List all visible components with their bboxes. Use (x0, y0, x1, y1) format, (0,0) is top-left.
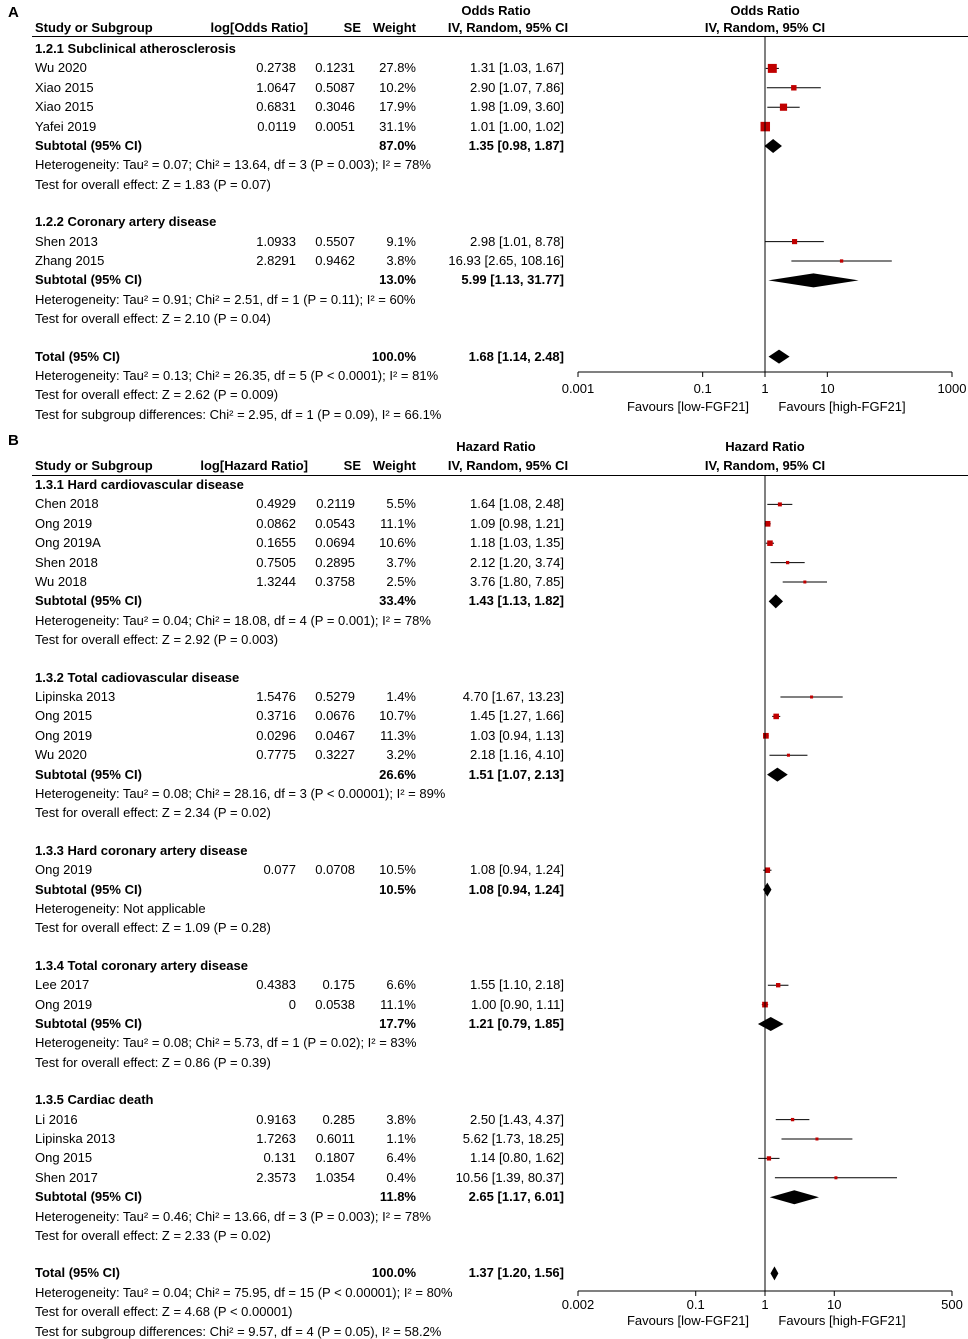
study-marker (815, 1138, 818, 1141)
study-marker (780, 104, 787, 111)
total-heterogeneity-text: Heterogeneity: Tau² = 0.04; Chi² = 75.95, df = 15 (P < 0.00001); I² = 80% (35, 1284, 453, 1300)
study-weight: 5.5% (386, 496, 416, 512)
study-se: 0.285 (322, 1111, 355, 1127)
study-ci: 1.00 [0.90, 1.11] (471, 996, 564, 1012)
study-se: 0.0538 (315, 996, 355, 1012)
study-log-effect: 0.9163 (256, 1111, 296, 1127)
subgroup-differences-text: Test for subgroup differences: Chi² = 2.95, df = 1 (P = 0.09), I² = 66.1% (35, 406, 442, 422)
study-log-effect: 0.131 (263, 1150, 296, 1166)
heterogeneity-text: Heterogeneity: Tau² = 0.07; Chi² = 13.64, df = 3 (P = 0.003); I² = 78% (35, 157, 431, 173)
total-ci: 1.37 [1.20, 1.56] (468, 1265, 564, 1281)
study-log-effect: 0 (288, 996, 296, 1012)
overall-effect-text: Test for overall effect: Z = 2.92 (P = 0.003) (35, 632, 279, 648)
column-header-effect: Odds Ratio (461, 3, 531, 18)
study-marker (773, 714, 779, 720)
heterogeneity-text: Heterogeneity: Tau² = 0.91; Chi² = 2.51, df = 1 (P = 0.11); I² = 60% (35, 291, 416, 307)
total-diamond (769, 350, 790, 364)
study-log-effect: 0.7505 (256, 554, 296, 570)
study-weight: 3.2% (386, 747, 416, 763)
study-name: Ong 2015 (35, 1150, 93, 1166)
study-weight: 27.8% (379, 60, 416, 76)
study-name: Ong 2019 (35, 996, 93, 1012)
subtotal-diamond (763, 883, 771, 897)
x-tick-label: 0.002 (561, 1297, 595, 1312)
x-tick-label: 0.1 (686, 1297, 705, 1312)
favours-left-label: Favours [low-FGF21] (626, 1313, 750, 1328)
subgroup-heading: 1.3.5 Cardiac death (35, 1092, 154, 1108)
study-log-effect: 0.077 (263, 862, 296, 878)
total-diamond (770, 1266, 778, 1280)
study-ci: 2.12 [1.20, 3.74] (470, 554, 564, 570)
favours-right-label: Favours [high-FGF21] (778, 399, 906, 414)
study-se: 0.5087 (315, 79, 355, 95)
favours-left-label: Favours [low-FGF21] (626, 399, 750, 414)
study-marker (763, 733, 769, 739)
overall-effect-text: Test for overall effect: Z = 0.86 (P = 0.39) (35, 1054, 271, 1070)
study-se: 0.9462 (315, 253, 355, 268)
overall-effect-text: Test for overall effect: Z = 2.34 (P = 0.02) (35, 805, 271, 821)
total-ci: 1.68 [1.14, 2.48] (468, 348, 564, 364)
subtotal-label: Subtotal (95% CI) (35, 138, 142, 153)
x-tick-label: 10 (820, 381, 835, 396)
study-name: Shen 2018 (35, 554, 98, 570)
study-marker (791, 85, 796, 90)
column-header-log-effect: log[Hazard Ratio] (200, 458, 308, 473)
study-ci: 10.56 [1.39, 80.37] (455, 1169, 564, 1185)
study-ci: 1.31 [1.03, 1.67] (470, 60, 564, 76)
subtotal-diamond (764, 139, 781, 153)
study-ci: 5.62 [1.73, 18.25] (462, 1131, 564, 1146)
subtotal-ci: 1.21 [0.79, 1.85] (468, 1016, 564, 1031)
study-weight: 6.4% (386, 1150, 416, 1166)
study-se: 0.1231 (315, 60, 355, 76)
study-name: Wu 2020 (35, 747, 87, 763)
total-overall-effect-text: Test for overall effect: Z = 2.62 (P = 0.009) (35, 387, 279, 403)
study-se: 0.175 (322, 977, 355, 993)
study-log-effect: 0.1655 (256, 535, 296, 551)
subtotal-diamond (767, 768, 788, 782)
study-ci: 1.03 [0.94, 1.13] (470, 727, 564, 743)
study-ci: 2.98 [1.01, 8.78] (470, 233, 564, 249)
study-marker (787, 754, 790, 757)
study-weight: 6.6% (386, 977, 416, 993)
study-name: Wu 2020 (35, 60, 87, 76)
column-header-log-effect: log[Odds Ratio] (210, 20, 308, 35)
heterogeneity-text: Heterogeneity: Tau² = 0.46; Chi² = 13.66, df = 3 (P = 0.003); I² = 78% (35, 1208, 431, 1224)
study-se: 0.2895 (315, 554, 355, 570)
study-se: 0.3758 (315, 574, 355, 589)
subgroup-heading: 1.3.1 Hard cardiovascular disease (35, 477, 244, 492)
study-log-effect: 1.5476 (256, 689, 296, 704)
panel-letter: B (8, 432, 19, 449)
study-se: 0.1807 (315, 1150, 355, 1166)
total-label: Total (95% CI) (35, 1265, 120, 1281)
study-se: 1.0354 (315, 1169, 355, 1185)
study-ci: 1.09 [0.98, 1.21] (470, 515, 564, 531)
study-weight: 1.1% (386, 1131, 416, 1146)
column-header-study: Study or Subgroup (35, 20, 153, 35)
column-header-ci: IV, Random, 95% CI (447, 20, 569, 35)
study-marker (803, 581, 806, 584)
study-name: Shen 2017 (35, 1169, 98, 1185)
study-marker (778, 502, 782, 506)
study-log-effect: 1.0647 (256, 79, 296, 95)
study-marker (834, 1176, 837, 1179)
study-ci: 2.50 [1.43, 4.37] (470, 1111, 564, 1127)
subtotal-label: Subtotal (95% CI) (35, 881, 142, 897)
study-se: 0.0694 (315, 535, 355, 551)
total-overall-effect-text: Test for overall effect: Z = 4.68 (P < 0.00001) (35, 1304, 293, 1320)
study-name: Ong 2019 (35, 727, 93, 743)
heterogeneity-text: Heterogeneity: Tau² = 0.08; Chi² = 28.16, df = 3 (P < 0.00001); I² = 89% (35, 786, 446, 801)
study-ci: 1.64 [1.08, 2.48] (470, 496, 564, 512)
subgroup-heading: 1.3.4 Total coronary artery disease (35, 957, 248, 973)
column-header-ci: IV, Random, 95% CI (447, 458, 569, 473)
study-ci: 1.98 [1.09, 3.60] (470, 99, 564, 115)
subtotal-label: Subtotal (95% CI) (35, 1189, 142, 1205)
subtotal-label: Subtotal (95% CI) (35, 1016, 142, 1031)
study-marker (767, 1156, 771, 1160)
overall-effect-text: Test for overall effect: Z = 1.09 (P = 0.28) (35, 920, 271, 936)
subtotal-diamond (758, 1017, 784, 1031)
study-name: Ong 2019A (35, 535, 101, 551)
study-weight: 11.3% (380, 727, 416, 743)
study-name: Chen 2018 (35, 496, 99, 512)
x-tick-label: 10 (827, 1297, 842, 1312)
study-marker (786, 561, 789, 564)
study-se: 0.0543 (315, 515, 355, 531)
study-log-effect: 0.2738 (256, 60, 296, 76)
study-se: 0.2119 (316, 496, 355, 512)
study-se: 0.5507 (315, 233, 355, 249)
study-marker (791, 1118, 794, 1121)
subtotal-label: Subtotal (95% CI) (35, 766, 142, 782)
study-name: Lipinska 2013 (35, 1131, 116, 1146)
subtotal-ci: 1.51 [1.07, 2.13] (468, 766, 564, 782)
column-header-effect: Hazard Ratio (456, 439, 536, 454)
study-name: Xiao 2015 (35, 99, 94, 115)
study-marker (767, 540, 773, 546)
study-weight: 11.1% (380, 515, 416, 531)
total-label: Total (95% CI) (35, 348, 120, 364)
study-name: Lipinska 2013 (35, 689, 116, 704)
study-se: 0.0051 (315, 118, 355, 134)
x-tick-label: 1 (761, 381, 769, 396)
total-weight: 100.0% (371, 1265, 416, 1281)
subtotal-weight: 87.0% (379, 138, 416, 153)
subtotal-ci: 1.35 [0.98, 1.87] (468, 138, 564, 153)
column-header-weight: Weight (372, 458, 416, 473)
study-se: 0.0467 (315, 727, 355, 743)
study-ci: 1.08 [0.94, 1.24] (470, 862, 564, 878)
study-name: Li 2016 (35, 1111, 78, 1127)
subtotal-weight: 33.4% (379, 593, 416, 609)
study-se: 0.6011 (316, 1131, 355, 1146)
panel-letter: A (8, 4, 19, 21)
study-name: Ong 2019 (35, 515, 93, 531)
study-log-effect: 1.3244 (256, 574, 296, 589)
study-ci: 1.01 [1.00, 1.02] (470, 118, 564, 134)
study-ci: 2.18 [1.16, 4.10] (470, 747, 564, 763)
study-marker (810, 696, 813, 699)
study-weight: 0.4% (386, 1169, 416, 1185)
study-name: Yafei 2019 (35, 118, 97, 134)
study-weight: 10.2% (379, 79, 416, 95)
study-se: 0.3227 (315, 747, 355, 763)
plot-title: Odds Ratio (730, 3, 800, 18)
study-name: Ong 2015 (35, 708, 93, 724)
study-weight: 9.1% (386, 233, 416, 249)
study-weight: 10.6% (379, 535, 416, 551)
study-log-effect: 2.3573 (256, 1169, 296, 1185)
study-se: 0.0708 (315, 862, 355, 878)
x-tick-label: 1 (761, 1297, 769, 1312)
study-ci: 4.70 [1.67, 13.23] (462, 689, 564, 704)
study-log-effect: 0.0862 (256, 515, 296, 531)
subgroup-heading: 1.3.3 Hard coronary artery disease (35, 842, 248, 858)
study-se: 0.3046 (315, 99, 355, 115)
subtotal-diamond (768, 273, 858, 287)
plot-title: Hazard Ratio (725, 439, 805, 454)
study-log-effect: 0.6831 (256, 99, 296, 115)
study-log-effect: 0.0119 (257, 118, 296, 134)
study-ci: 2.90 [1.07, 7.86] (470, 79, 564, 95)
study-log-effect: 2.8291 (256, 253, 296, 268)
study-weight: 3.7% (386, 554, 416, 570)
study-marker (776, 983, 780, 987)
study-ci: 1.18 [1.03, 1.35] (470, 535, 564, 551)
x-tick-label: 1000 (937, 381, 967, 396)
subtotal-ci: 1.43 [1.13, 1.82] (468, 593, 564, 609)
study-name: Xiao 2015 (35, 79, 94, 95)
subtotal-ci: 1.08 [0.94, 1.24] (468, 881, 564, 897)
x-tick-label: 0.1 (693, 381, 712, 396)
study-name: Lee 2017 (35, 977, 90, 993)
total-weight: 100.0% (371, 348, 416, 364)
heterogeneity-text: Heterogeneity: Tau² = 0.08; Chi² = 5.73, df = 1 (P = 0.02); I² = 83% (35, 1035, 417, 1051)
subgroup-heading: 1.2.1 Subclinical atherosclerosis (35, 41, 236, 56)
study-weight: 10.5% (379, 862, 416, 878)
subtotal-weight: 13.0% (379, 272, 416, 288)
study-weight: 1.4% (386, 689, 416, 704)
subtotal-label: Subtotal (95% CI) (35, 593, 142, 609)
overall-effect-text: Test for overall effect: Z = 1.83 (P = 0.07) (35, 176, 271, 192)
study-name: Shen 2013 (35, 233, 98, 249)
study-log-effect: 0.4383 (256, 977, 296, 993)
study-se: 0.5279 (315, 689, 355, 704)
subtotal-ci: 2.65 [1.17, 6.01] (468, 1189, 564, 1205)
study-log-effect: 0.3716 (256, 708, 296, 724)
study-weight: 2.5% (386, 574, 416, 589)
x-tick-label: 500 (941, 1297, 963, 1312)
study-weight: 10.7% (379, 708, 416, 724)
study-log-effect: 0.4929 (256, 496, 296, 512)
subtotal-ci: 5.99 [1.13, 31.77] (461, 272, 564, 288)
study-name: Zhang 2015 (35, 253, 105, 268)
study-name: Ong 2019 (35, 862, 93, 878)
study-weight: 3.8% (386, 253, 416, 268)
column-header-se: SE (343, 458, 361, 473)
study-marker (768, 64, 777, 73)
subtotal-weight: 10.5% (379, 881, 416, 897)
favours-right-label: Favours [high-FGF21] (778, 1313, 906, 1328)
column-header-weight: Weight (372, 20, 416, 35)
column-header-study: Study or Subgroup (35, 458, 153, 473)
subtotal-weight: 11.8% (379, 1189, 416, 1205)
study-ci: 1.14 [0.80, 1.62] (470, 1150, 564, 1166)
study-weight: 11.1% (380, 996, 416, 1012)
study-ci: 1.45 [1.27, 1.66] (470, 708, 564, 724)
study-marker (792, 239, 797, 244)
study-weight: 17.9% (379, 99, 416, 115)
plot-method: IV, Random, 95% CI (704, 458, 826, 473)
subtotal-weight: 17.7% (379, 1016, 416, 1031)
study-log-effect: 1.0933 (256, 233, 296, 249)
study-weight: 31.1% (379, 118, 416, 134)
study-log-effect: 1.7263 (256, 1131, 296, 1146)
heterogeneity-text: Heterogeneity: Tau² = 0.04; Chi² = 18.08, df = 4 (P = 0.001); I² = 78% (35, 612, 431, 628)
subgroup-heading: 1.3.2 Total cadiovascular disease (35, 669, 240, 685)
study-name: Wu 2018 (35, 574, 87, 589)
total-heterogeneity-text: Heterogeneity: Tau² = 0.13; Chi² = 26.35, df = 5 (P < 0.0001); I² = 81% (35, 368, 439, 383)
study-ci: 1.55 [1.10, 2.18] (470, 977, 564, 993)
heterogeneity-text: Heterogeneity: Not applicable (35, 901, 206, 916)
study-log-effect: 0.0296 (256, 727, 296, 743)
study-log-effect: 0.7775 (256, 747, 296, 763)
x-tick-label: 0.001 (561, 381, 595, 396)
study-marker (840, 259, 843, 262)
column-header-se: SE (343, 20, 361, 35)
study-marker (765, 521, 771, 527)
overall-effect-text: Test for overall effect: Z = 2.33 (P = 0.02) (35, 1228, 271, 1243)
overall-effect-text: Test for overall effect: Z = 2.10 (P = 0.04) (35, 311, 271, 327)
subgroup-heading: 1.2.2 Coronary artery disease (35, 214, 217, 230)
subtotal-weight: 26.6% (379, 766, 416, 782)
study-se: 0.0676 (315, 708, 355, 724)
subtotal-label: Subtotal (95% CI) (35, 272, 142, 288)
subgroup-differences-text: Test for subgroup differences: Chi² = 9.57, df = 4 (P = 0.05), I² = 58.2% (35, 1323, 442, 1339)
study-weight: 3.8% (386, 1111, 416, 1127)
study-ci: 16.93 [2.65, 108.16] (448, 253, 564, 268)
plot-method: IV, Random, 95% CI (704, 20, 826, 35)
study-ci: 3.76 [1.80, 7.85] (470, 574, 564, 589)
subtotal-diamond (770, 1190, 819, 1204)
subtotal-diamond (769, 594, 783, 608)
